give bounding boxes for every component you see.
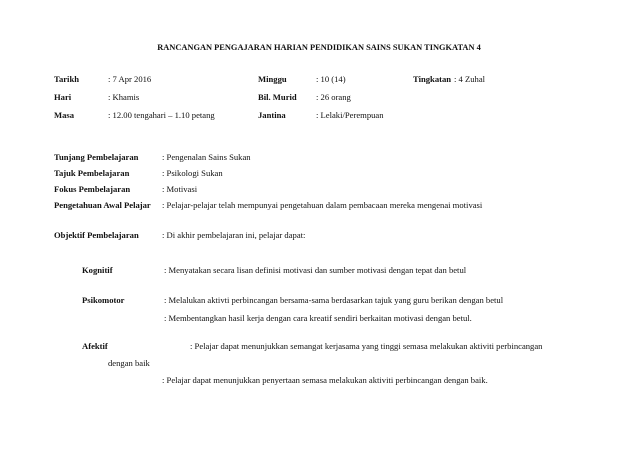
- tajuk-label: Tajuk Pembelajaran: [54, 168, 130, 178]
- tarikh-value: : 7 Apr 2016: [108, 74, 152, 84]
- bil-murid-value: : 26 orang: [316, 92, 351, 102]
- objektif-label: Objektif Pembelajaran: [54, 230, 139, 240]
- tunjang-value: : Pengenalan Sains Sukan: [162, 152, 251, 162]
- jantina-value: : Lelaki/Perempuan: [316, 110, 384, 120]
- hari-value: : Khamis: [108, 92, 140, 102]
- tarikh-label: Tarikh: [54, 74, 80, 84]
- psikomotor-label: Psikomotor: [82, 295, 125, 305]
- fokus-label: Fokus Pembelajaran: [54, 184, 131, 194]
- page-title: RANCANGAN PENGAJARAN HARIAN PENDIDIKAN SAINS SUKAN TINGKATAN 4: [157, 43, 481, 52]
- tingkatan-label: Tingkatan: [413, 74, 452, 84]
- tajuk-value: : Psikologi Sukan: [162, 168, 223, 178]
- pengetahuan-value: : Pelajar-pelajar telah mempunyai pengetahuan dalam pembacaan mereka mengenai motivasi: [162, 200, 483, 210]
- kognitif-value: : Menyatakan secara lisan definisi motivasi dan sumber motivasi dengan tepat dan betul: [164, 265, 467, 275]
- afektif-value-1: : Pelajar dapat menunjukkan semangat kerjasama yang tinggi semasa melakukan aktiviti perbincangan: [190, 341, 543, 351]
- tingkatan-value: : 4 Zuhal: [454, 74, 486, 84]
- fokus-value: : Motivasi: [162, 184, 198, 194]
- kognitif-label: Kognitif: [82, 265, 113, 275]
- tunjang-label: Tunjang Pembelajaran: [54, 152, 139, 162]
- pengetahuan-label: Pengetahuan Awal Pelajar: [54, 200, 151, 210]
- objektif-value: : Di akhir pembelajaran ini, pelajar dapat:: [162, 230, 306, 240]
- psikomotor-value-1: : Melalukan aktivti perbincangan bersama-sama berdasarkan tajuk yang guru berikan dengan betul: [164, 295, 504, 305]
- jantina-label: Jantina: [258, 110, 286, 120]
- psikomotor-value-2: : Membentangkan hasil kerja dengan cara kreatif sendiri berkaitan motivasi dengan betul.: [164, 313, 472, 323]
- masa-label: Masa: [54, 110, 75, 120]
- hari-label: Hari: [54, 92, 72, 102]
- minggu-label: Minggu: [258, 74, 287, 84]
- afektif-label: Afektif: [82, 341, 108, 351]
- afektif-value-2: : Pelajar dapat menunjukkan penyertaan semasa melakukan aktiviti perbincangan dengan baik.: [162, 375, 488, 385]
- masa-value: : 12.00 tengahari – 1.10 petang: [108, 110, 215, 120]
- bil-murid-label: Bil. Murid: [258, 92, 297, 102]
- afektif-value-1-cont: dengan baik: [108, 358, 150, 368]
- minggu-value: : 10 (14): [316, 74, 346, 84]
